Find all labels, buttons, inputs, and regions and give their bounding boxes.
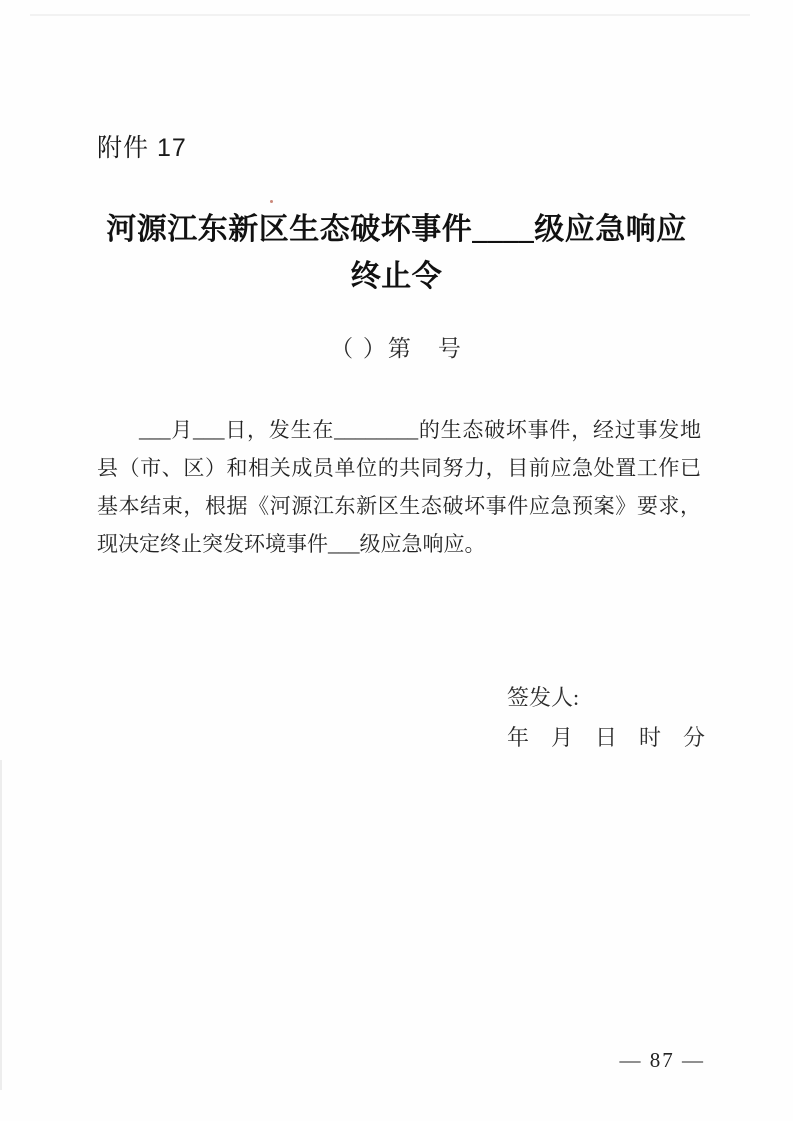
document-title-line2: 终止令 — [350, 260, 443, 293]
document-title — [0, 206, 793, 300]
signature-block — [507, 678, 705, 758]
body-line: 现决定终止突发环境事件___级应急响应。 — [97, 532, 486, 556]
body-line: ___月___日，发生在________的生态破坏事件，经过事发地 — [139, 418, 701, 442]
body-line: 县（市、区）和相关成员单位的共同努力，目前应急处置工作已 — [97, 456, 701, 480]
issuer-label: 签发人: — [507, 685, 580, 710]
scan-artifact-left-edge — [0, 760, 2, 1090]
signature-datetime-line: 年 月 日 时 分 — [507, 725, 706, 750]
document-title-line1: 河源江东新区生态破坏事件____级应急响应 — [106, 213, 687, 246]
document-number-line: （ ）第 号 — [330, 336, 463, 361]
document-body — [97, 411, 701, 563]
scan-artifact-top-streak — [30, 14, 750, 16]
body-line: 基本结束，根据《河源江东新区生态破坏事件应急预案》要求， — [97, 494, 701, 518]
scan-artifact-speck — [270, 200, 273, 203]
page-number: — 87 — — [619, 1048, 705, 1072]
attachment-label: 附件 17 — [97, 134, 187, 162]
